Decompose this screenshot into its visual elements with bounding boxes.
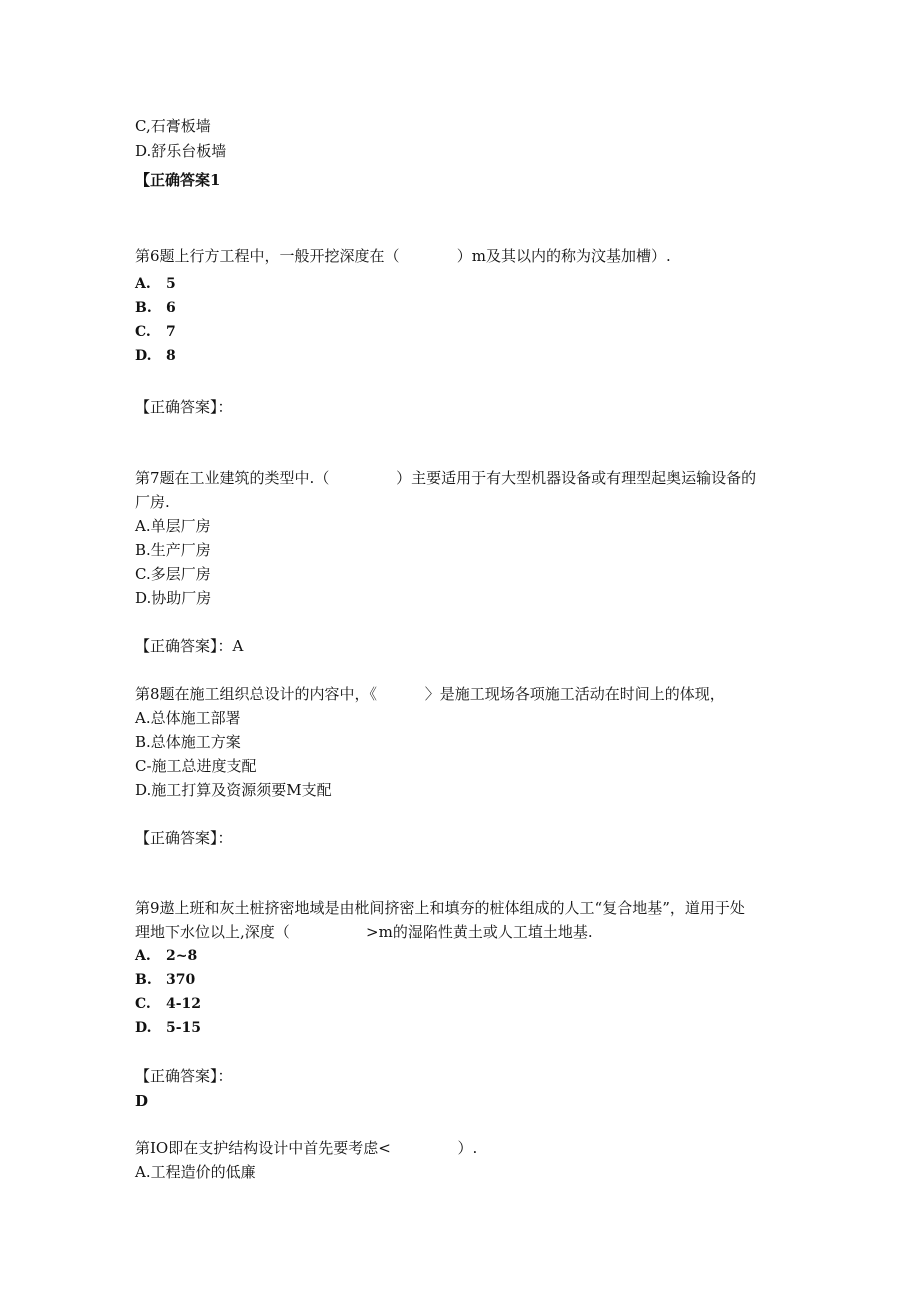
question-9-answer-value: D — [135, 1092, 149, 1110]
question-9-option-c: C. 4-12 — [135, 996, 202, 1012]
question-8-answer: 【正确答案】： — [135, 829, 233, 847]
question-10-stem: 第IO即在支护结构设计中首先要考虑< ）. — [135, 1139, 478, 1157]
question-8-option-c: C-施工总进度支配 — [135, 757, 257, 775]
question-6-stem: 第6题上行方工程中，一般开挖深度在（ ）m及其以内的称为汶基加槽）. — [135, 247, 671, 265]
question-7-stem: 第7题在工业建筑的类型中.（ ）主要适用于有大型机器设备或有理型起奥运输设备的 — [135, 469, 757, 487]
question-6-option-b: B. 6 — [135, 300, 176, 316]
question-7-option-a: A.单层厂房 — [135, 517, 211, 535]
question-9-option-b: B. 370 — [135, 972, 196, 988]
question-9-option-a: A. 2~8 — [135, 948, 198, 964]
question-6-option-d: D. 8 — [135, 348, 176, 364]
question-6-answer: 【正确答案】： — [135, 398, 233, 416]
question-8-option-b: B.总体施工方案 — [135, 733, 241, 751]
question-9-answer: 【正确答案】： — [135, 1067, 233, 1085]
answer-label: 【正确答案1 — [135, 171, 221, 189]
option-c: C,石膏板墙 — [135, 117, 211, 135]
question-7-answer: 【正确答案】：A — [135, 637, 244, 655]
question-8-option-d: D.施工打算及资源须要M支配 — [135, 781, 332, 799]
question-6-option-c: C. 7 — [135, 324, 176, 340]
question-7-option-c: C.多层厂房 — [135, 565, 211, 583]
question-7-option-b: B.生产厂房 — [135, 541, 211, 559]
question-8-stem: 第8题在施工组织总设计的内容中，《 〉是施工现场各项施工活动在时间上的体现， — [135, 685, 725, 703]
question-10-option-a: A.工程造价的低廉 — [135, 1163, 256, 1181]
question-9-option-d: D. 5-15 — [135, 1020, 202, 1036]
option-d: D.舒乐台板墙 — [135, 142, 227, 160]
question-9-stem-cont: 理地下水位以上,深度（ >m的湿陷性黄土或人工埴土地基. — [135, 923, 593, 941]
question-8-option-a: A.总体施工部署 — [135, 709, 241, 727]
question-9-stem: 第9遨上班和灰土桩挤密地域是由枇间挤密上和填夯的桩体组成的人工“复合地基”，道用于处 — [135, 899, 745, 917]
question-7-stem-cont: 厂房. — [135, 493, 170, 511]
question-7-option-d: D.协助厂房 — [135, 589, 212, 607]
question-6-option-a: A. 5 — [135, 276, 176, 292]
